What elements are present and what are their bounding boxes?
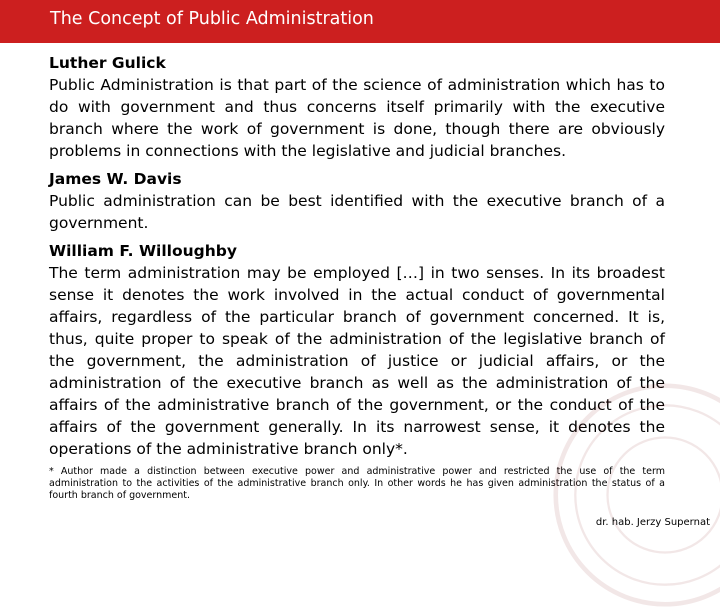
page-title: The Concept of Public Administration: [50, 9, 374, 29]
author-signature: dr. hab. Jerzy Supernat: [596, 517, 710, 528]
definition-text: Public Administration is that part of the science of administration which has to do with government and thus concerns itself primarily with the executive branch where the work of government is done, though there are obviously problems in connections with the legislative and judicial branches.: [49, 74, 665, 162]
definition-gulick: [49, 52, 665, 162]
definition-davis: [49, 168, 665, 234]
author-name: Luther Gulick: [49, 52, 665, 74]
university-seal-watermark: [550, 380, 720, 610]
author-name: William F. Willoughby: [49, 240, 665, 262]
definition-text: Public administration can be best identified with the executive branch of a government.: [49, 190, 665, 234]
author-name: James W. Davis: [49, 168, 665, 190]
title-bar: [0, 0, 720, 43]
footnote: * Author made a distinction between executive power and administrative power and restricted the use of the term administration to the activities of the administrative branch only. In other words he has given administration the status of a fourth branch of government.: [49, 466, 665, 502]
definition-text: The term administration may be employed […] in two senses. In its broadest sense it denotes the work involved in the actual conduct of governmental affairs, regardless of the particular branch of government concerned. It is, thus, quite proper to speak of the administration of the legislative branch of the government, the administration of justice or judicial affairs, or the administration of the executive branch as well as the administration of the affairs of the administrative branch of the government, or the conduct of the affairs of the government generally. In its narrowest sense, it denotes the operations of the administrative branch only*.: [49, 262, 665, 460]
